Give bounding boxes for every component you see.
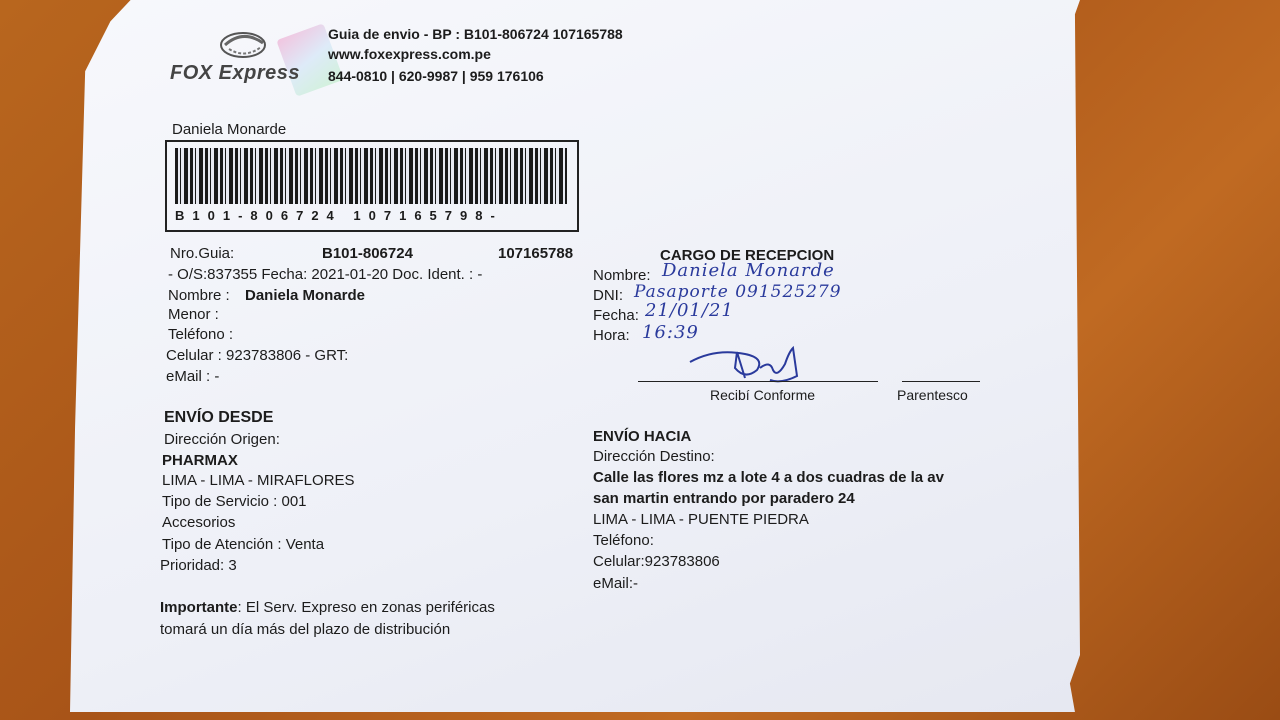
accesorios: Accesorios — [162, 514, 236, 531]
reception-nombre-handwritten: Daniela Monarde — [662, 260, 835, 281]
nro-guia-label: Nro.Guia: — [170, 245, 235, 262]
destination-title: ENVÍO HACIA — [593, 428, 692, 445]
reception-nombre-label: Nombre: — [593, 267, 651, 284]
important-label: Importante — [160, 599, 238, 616]
reception-fecha-handwritten: 21/01/21 — [645, 300, 734, 321]
celular-line: Celular : 923783806 - GRT: — [166, 347, 349, 364]
reception-hora-handwritten: 16:39 — [642, 322, 699, 343]
reception-fecha-label: Fecha: — [593, 307, 639, 324]
origin-title: ENVÍO DESDE — [164, 409, 274, 426]
origin-company: PHARMAX — [162, 452, 238, 469]
barcode-caption: B101-806724 107165798- — [175, 208, 503, 223]
destination-direccion-label: Dirección Destino: — [593, 448, 715, 465]
company-phones: 844-0810 | 620-9987 | 959 176106 — [328, 68, 544, 84]
destination-telefono: Teléfono: — [593, 532, 654, 549]
barcode-bars — [175, 148, 567, 204]
nombre-value: Daniela Monarde — [245, 287, 366, 304]
email-line: eMail : - — [166, 368, 220, 385]
origin-location: LIMA - LIMA - MIRAFLORES — [162, 472, 355, 489]
important-note-line2: tomará un día más del plazo de distribución — [160, 621, 451, 638]
destination-address-line1: Calle las flores mz a lote 4 a dos cuadras de la av — [593, 469, 944, 486]
parentesco-line — [902, 381, 980, 382]
reception-hora-label: Hora: — [593, 327, 630, 344]
parentesco-label: Parentesco — [897, 387, 968, 403]
destination-celular: Celular:923783806 — [593, 553, 720, 570]
barcode-recipient-name: Daniela Monarde — [172, 121, 287, 138]
nombre-label: Nombre : — [168, 287, 230, 304]
telefono-label: Teléfono : — [168, 326, 234, 343]
nro-guia-code: 107165788 — [498, 245, 574, 262]
important-note-line1 — [160, 599, 495, 616]
destination-email: eMail:- — [593, 575, 639, 592]
tipo-atencion: Tipo de Atención : Venta — [162, 536, 325, 553]
order-line: - O/S:837355 Fecha: 2021-01-20 Doc. Ident. : - — [168, 266, 483, 283]
origin-direccion-label: Dirección Origen: — [164, 431, 280, 448]
important-text1: : El Serv. Expreso en zonas periféricas — [237, 599, 495, 616]
nro-guia-value: B101-806724 — [322, 245, 413, 262]
guide-title: Guia de envio - BP : B101-806724 107165788 — [328, 26, 623, 42]
signature-scribble — [685, 340, 815, 390]
destination-location: LIMA - LIMA - PUENTE PIEDRA — [593, 511, 809, 528]
tipo-servicio: Tipo de Servicio : 001 — [162, 493, 307, 510]
menor-label: Menor : — [168, 306, 219, 323]
prioridad: Prioridad: 3 — [160, 557, 237, 574]
company-website: www.foxexpress.com.pe — [328, 46, 491, 62]
fox-logo-icon — [215, 25, 275, 65]
destination-address-line2: san martin entrando por paradero 24 — [593, 490, 855, 507]
reception-dni-label: DNI: — [593, 287, 623, 304]
recibi-conforme-label: Recibí Conforme — [710, 387, 816, 403]
barcode — [165, 140, 579, 232]
company-logo-text: FOX Express — [170, 62, 301, 84]
reception-title: CARGO DE RECEPCION — [660, 247, 835, 264]
signature-line — [638, 381, 878, 382]
reception-dni-handwritten: Pasaporte 091525279 — [634, 282, 842, 302]
